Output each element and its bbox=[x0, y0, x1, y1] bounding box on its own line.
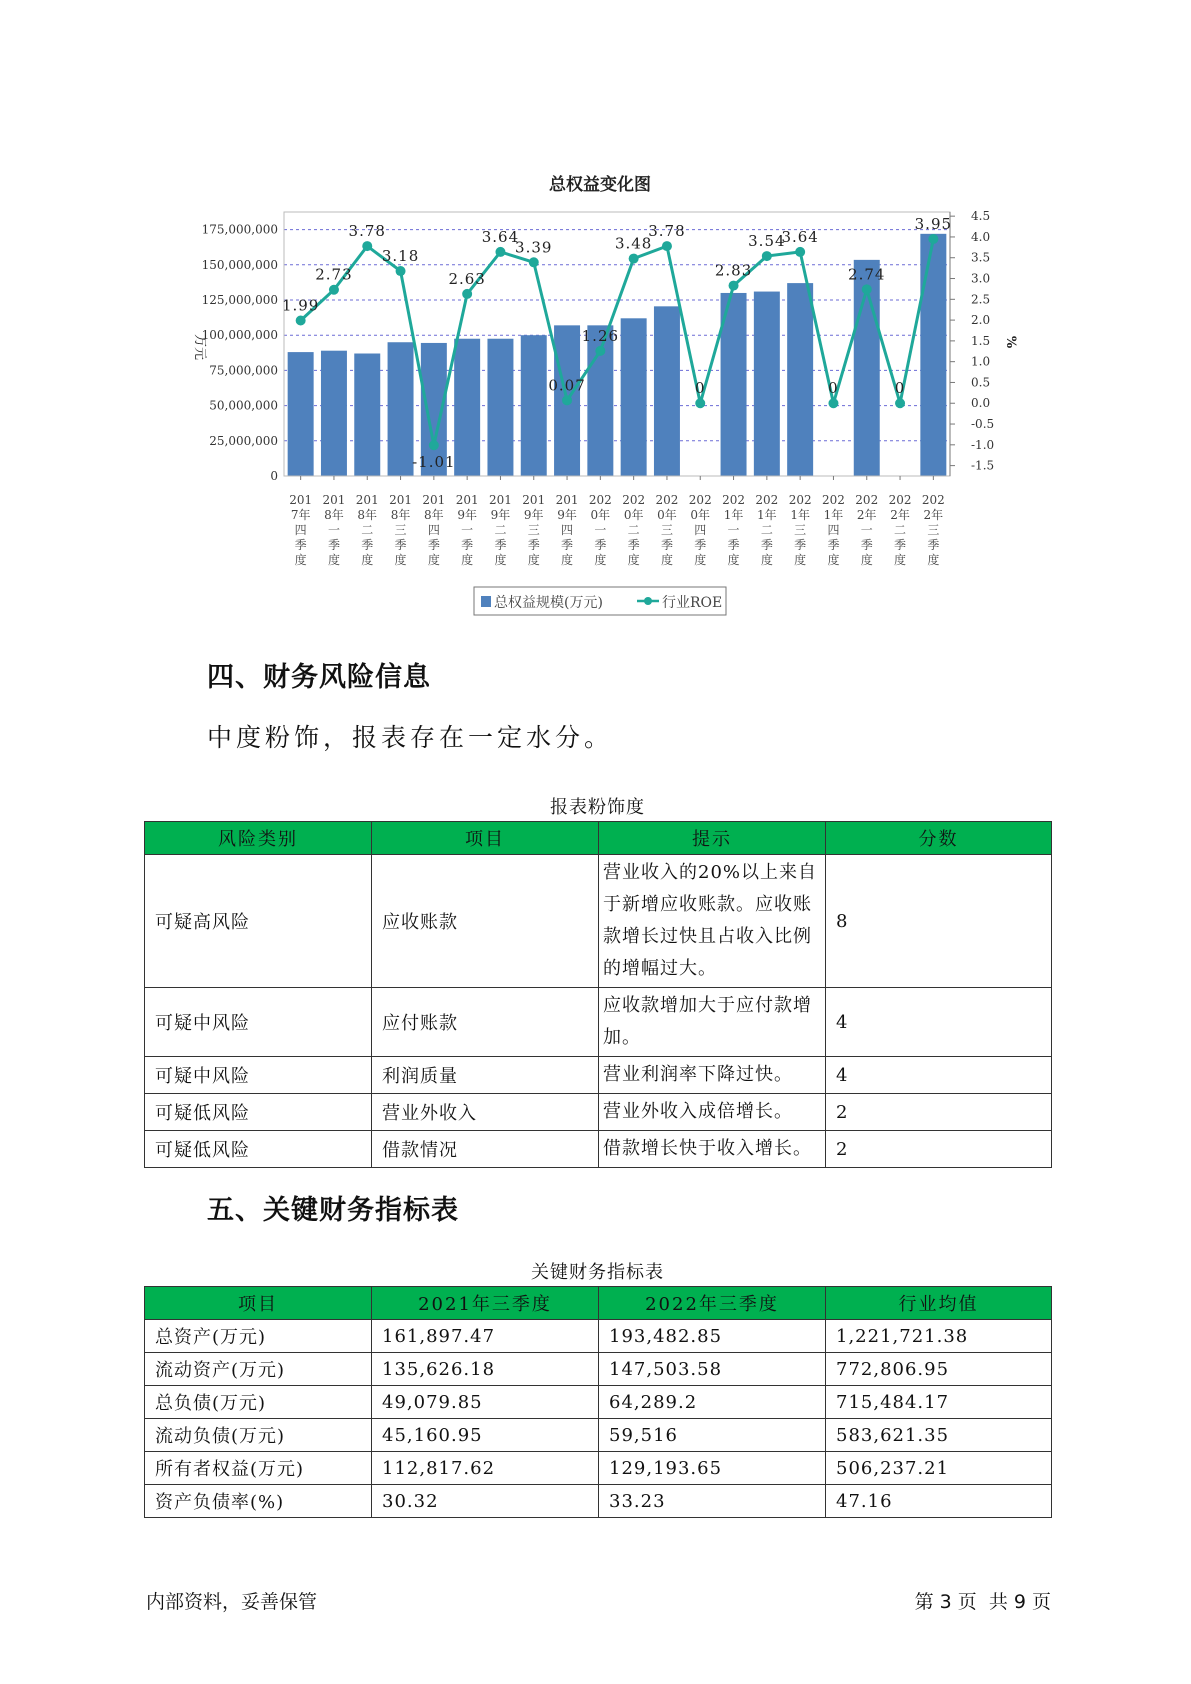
roe-point bbox=[396, 266, 406, 276]
x-tick-label: 度 bbox=[361, 553, 374, 567]
table-row bbox=[145, 1485, 1052, 1518]
x-tick-label: 度 bbox=[427, 553, 440, 567]
indicator-name: 流动负债(万元) bbox=[145, 1419, 372, 1452]
left-tick-label: 75,000,000 bbox=[209, 363, 278, 378]
indicator-table-caption: 关键财务指标表 bbox=[531, 1262, 664, 1283]
left-tick-label: 25,000,000 bbox=[209, 433, 278, 448]
indicator-2021q3: 161,897.47 bbox=[372, 1320, 599, 1353]
risk-category: 可疑低风险 bbox=[145, 1131, 372, 1168]
risk-hint: 借款增长快于收入增长。 bbox=[599, 1131, 826, 1168]
x-tick-label: 8年 bbox=[424, 508, 444, 522]
x-tick-label: 202 bbox=[888, 493, 912, 507]
x-tick-label: 一 bbox=[860, 523, 873, 537]
right-tick-label: 3.5 bbox=[971, 250, 991, 265]
roe-data-label: 3.78 bbox=[348, 222, 386, 241]
roe-data-label: 0 bbox=[894, 379, 906, 398]
risk-score: 8 bbox=[826, 855, 1052, 988]
legend-line-label: 行业ROE bbox=[662, 595, 723, 611]
x-tick-label: 202 bbox=[622, 493, 646, 507]
roe-point bbox=[895, 398, 905, 408]
x-tick-label: 201 bbox=[389, 493, 413, 507]
bar bbox=[288, 352, 314, 476]
legend-bar-label: 总权益规模(万元) bbox=[494, 595, 603, 611]
x-tick-label: 201 bbox=[422, 493, 446, 507]
header-2022q3: 2022年三季度 bbox=[599, 1287, 826, 1320]
x-tick-label: 0年 bbox=[590, 508, 611, 522]
roe-point bbox=[529, 257, 539, 267]
roe-data-label: 3.48 bbox=[614, 234, 653, 253]
x-tick-label: 季 bbox=[660, 538, 673, 552]
x-tick-label: 度 bbox=[927, 553, 940, 567]
bar bbox=[920, 234, 946, 476]
indicator-2022q3: 147,503.58 bbox=[599, 1353, 826, 1386]
risk-table bbox=[144, 821, 1052, 1168]
x-tick-label: 2年 bbox=[856, 508, 877, 522]
indicator-2022q3: 129,193.65 bbox=[599, 1452, 826, 1485]
x-tick-label: 202 bbox=[821, 493, 845, 507]
x-tick-label: 三 bbox=[394, 523, 407, 537]
roe-point bbox=[828, 398, 838, 408]
x-tick-label: 季 bbox=[594, 538, 607, 552]
risk-score: 2 bbox=[826, 1131, 1052, 1168]
right-tick-label: 4.0 bbox=[971, 229, 991, 244]
x-tick-label: 9年 bbox=[490, 508, 511, 522]
risk-hint: 营业收入的20%以上来自于新增应收账款。应收账款增长过快且占收入比例的增幅过大。 bbox=[599, 855, 826, 988]
x-tick-label: 1年 bbox=[757, 508, 777, 522]
roe-point bbox=[595, 346, 605, 356]
x-tick-label: 201 bbox=[322, 493, 346, 507]
roe-point bbox=[296, 316, 306, 326]
right-axis-label: % bbox=[1003, 335, 1018, 349]
x-tick-label: 201 bbox=[555, 493, 579, 507]
x-tick-label: 9年 bbox=[557, 508, 577, 522]
bar bbox=[388, 342, 414, 476]
right-tick-label: -1.0 bbox=[971, 437, 995, 452]
bar bbox=[321, 351, 347, 476]
left-tick-label: 150,000,000 bbox=[201, 257, 278, 272]
x-tick-label: 度 bbox=[527, 553, 540, 567]
roe-point bbox=[429, 440, 439, 450]
x-tick-label: 季 bbox=[561, 538, 574, 552]
x-tick-label: 202 bbox=[755, 493, 779, 507]
x-tick-label: 度 bbox=[294, 553, 307, 567]
x-tick-label: 季 bbox=[827, 538, 840, 552]
bar bbox=[654, 306, 680, 476]
risk-item: 应收账款 bbox=[372, 855, 599, 988]
risk-item: 利润质量 bbox=[372, 1057, 599, 1094]
x-tick-label: 四 bbox=[827, 523, 840, 537]
x-tick-label: 四 bbox=[694, 523, 707, 537]
x-tick-label: 202 bbox=[722, 493, 746, 507]
header-2021q3: 2021年三季度 bbox=[372, 1287, 599, 1320]
header-hint: 提示 bbox=[599, 822, 826, 855]
roe-point bbox=[928, 234, 938, 244]
table-row bbox=[145, 1419, 1052, 1452]
x-tick-label: 7年 bbox=[290, 508, 311, 522]
roe-data-label: 2.63 bbox=[448, 269, 486, 288]
x-tick-label: 二 bbox=[494, 523, 507, 537]
x-tick-label: 1年 bbox=[823, 508, 844, 522]
left-tick-label: 100,000,000 bbox=[201, 328, 278, 343]
header-industry-avg: 行业均值 bbox=[826, 1287, 1052, 1320]
roe-point bbox=[495, 247, 505, 257]
right-tick-label: 0.5 bbox=[971, 375, 991, 390]
x-tick-label: 季 bbox=[327, 538, 340, 552]
x-tick-label: 季 bbox=[694, 538, 707, 552]
x-tick-label: 201 bbox=[455, 493, 479, 507]
x-tick-label: 季 bbox=[627, 538, 640, 552]
x-tick-label: 1年 bbox=[723, 508, 744, 522]
x-tick-label: 8年 bbox=[357, 508, 378, 522]
x-tick-label: 201 bbox=[488, 493, 512, 507]
indicator-industry-avg: 583,621.35 bbox=[826, 1419, 1052, 1452]
indicator-name: 流动资产(万元) bbox=[145, 1353, 372, 1386]
right-tick-label: 1.5 bbox=[971, 333, 991, 348]
bar bbox=[754, 292, 780, 476]
indicator-2021q3: 49,079.85 bbox=[372, 1386, 599, 1419]
table-row bbox=[145, 1094, 1052, 1131]
bar bbox=[354, 354, 380, 476]
x-tick-label: 三 bbox=[527, 523, 540, 537]
x-tick-label: 度 bbox=[827, 553, 840, 567]
x-tick-label: 201 bbox=[522, 493, 546, 507]
roe-point bbox=[762, 251, 772, 261]
x-tick-label: 度 bbox=[594, 553, 607, 567]
indicator-table bbox=[144, 1286, 1052, 1518]
x-tick-label: 8年 bbox=[390, 508, 411, 522]
x-tick-label: 201 bbox=[289, 493, 313, 507]
x-tick-label: 季 bbox=[527, 538, 540, 552]
roe-data-label: 3.54 bbox=[748, 232, 786, 251]
x-tick-label: 202 bbox=[921, 493, 945, 507]
x-tick-label: 季 bbox=[794, 538, 807, 552]
roe-data-label: 3.64 bbox=[481, 227, 520, 246]
x-tick-label: 四 bbox=[561, 523, 574, 537]
right-tick-label: 0.0 bbox=[971, 396, 991, 411]
section-4-heading: 四、财务风险信息 bbox=[207, 662, 431, 693]
header-risk-category: 风险类别 bbox=[145, 822, 372, 855]
roe-data-label: 0.07 bbox=[548, 376, 586, 395]
roe-data-label: 2.83 bbox=[714, 261, 753, 280]
right-tick-label: 1.0 bbox=[971, 354, 991, 369]
roe-point bbox=[462, 289, 472, 299]
x-tick-label: 度 bbox=[860, 553, 873, 567]
table-row bbox=[145, 988, 1052, 1057]
indicator-name: 总资产(万元) bbox=[145, 1320, 372, 1353]
risk-score: 4 bbox=[826, 1057, 1052, 1094]
risk-item: 营业外收入 bbox=[372, 1094, 599, 1131]
roe-data-label: 3.78 bbox=[648, 222, 686, 241]
x-tick-label: 度 bbox=[627, 553, 640, 567]
x-tick-label: 季 bbox=[727, 538, 740, 552]
x-tick-label: 度 bbox=[694, 553, 707, 567]
x-tick-label: 0年 bbox=[690, 508, 711, 522]
x-tick-label: 度 bbox=[760, 553, 773, 567]
header-item: 项目 bbox=[145, 1287, 372, 1320]
x-tick-label: 季 bbox=[927, 538, 940, 552]
table-row bbox=[145, 1452, 1052, 1485]
indicator-industry-avg: 715,484.17 bbox=[826, 1386, 1052, 1419]
roe-data-label: 2.73 bbox=[315, 265, 353, 284]
x-tick-label: 202 bbox=[655, 493, 679, 507]
x-tick-label: 季 bbox=[461, 538, 474, 552]
x-tick-label: 度 bbox=[894, 553, 907, 567]
x-tick-label: 一 bbox=[327, 523, 340, 537]
roe-point bbox=[729, 281, 739, 291]
x-tick-label: 季 bbox=[427, 538, 440, 552]
x-tick-label: 一 bbox=[727, 523, 740, 537]
left-tick-label: 125,000,000 bbox=[201, 293, 278, 307]
x-tick-label: 度 bbox=[494, 553, 507, 567]
roe-point bbox=[862, 284, 872, 294]
x-tick-label: 季 bbox=[394, 538, 407, 552]
risk-hint: 应收款增加大于应付款增加。 bbox=[599, 988, 826, 1057]
x-tick-label: 一 bbox=[461, 523, 474, 537]
indicator-2022q3: 59,516 bbox=[599, 1419, 826, 1452]
roe-data-label: 3.18 bbox=[381, 247, 420, 266]
section-4-paragraph: 中度粉饰，报表存在一定水分。 bbox=[207, 723, 614, 752]
x-tick-label: 三 bbox=[927, 523, 940, 537]
x-tick-label: 三 bbox=[794, 523, 807, 537]
roe-point bbox=[629, 254, 639, 264]
right-tick-label: -0.5 bbox=[971, 417, 995, 432]
roe-data-label: 1.26 bbox=[581, 326, 620, 345]
legend-line-marker bbox=[644, 597, 652, 605]
x-tick-label: 二 bbox=[627, 523, 640, 537]
roe-point bbox=[795, 247, 805, 257]
x-tick-label: 季 bbox=[760, 538, 773, 552]
header-item: 项目 bbox=[372, 822, 599, 855]
table-row bbox=[145, 1320, 1052, 1353]
indicator-industry-avg: 772,806.95 bbox=[826, 1353, 1052, 1386]
chart-title: 总权益变化图 bbox=[549, 175, 651, 195]
indicator-table-header bbox=[145, 1287, 1052, 1320]
roe-data-label: 2.74 bbox=[848, 265, 886, 284]
indicator-2022q3: 193,482.85 bbox=[599, 1320, 826, 1353]
x-tick-label: 201 bbox=[355, 493, 379, 507]
indicator-industry-avg: 1,221,721.38 bbox=[826, 1320, 1052, 1353]
risk-table-caption: 报表粉饰度 bbox=[550, 797, 645, 818]
x-tick-label: 一 bbox=[594, 523, 607, 537]
x-tick-label: 202 bbox=[788, 493, 812, 507]
x-tick-label: 二 bbox=[894, 523, 907, 537]
risk-score: 4 bbox=[826, 988, 1052, 1057]
roe-data-label: 3.64 bbox=[781, 227, 819, 246]
x-tick-label: 季 bbox=[494, 538, 507, 552]
indicator-2022q3: 33.23 bbox=[599, 1485, 826, 1518]
x-tick-label: 度 bbox=[794, 553, 807, 567]
bar bbox=[621, 318, 647, 476]
left-axis-label: 万元 bbox=[192, 333, 207, 361]
x-tick-label: 0年 bbox=[657, 508, 677, 522]
x-tick-label: 四 bbox=[294, 523, 307, 537]
x-tick-label: 二 bbox=[361, 523, 374, 537]
x-tick-label: 度 bbox=[394, 553, 407, 567]
footer-page-number: 第 3 页 共 9 页 bbox=[914, 1591, 1051, 1613]
right-tick-label: -1.5 bbox=[971, 458, 995, 473]
x-tick-label: 二 bbox=[760, 523, 773, 537]
roe-data-label: -1.01 bbox=[412, 453, 456, 472]
x-tick-label: 202 bbox=[855, 493, 879, 507]
x-tick-label: 9年 bbox=[457, 508, 477, 522]
bar bbox=[521, 335, 547, 476]
table-row bbox=[145, 1386, 1052, 1419]
bar bbox=[787, 283, 813, 476]
x-tick-label: 2年 bbox=[890, 508, 910, 522]
left-tick-label: 0 bbox=[270, 469, 278, 483]
risk-item: 应付账款 bbox=[372, 988, 599, 1057]
risk-item: 借款情况 bbox=[372, 1131, 599, 1168]
indicator-name: 资产负债率(%) bbox=[145, 1485, 372, 1518]
indicator-industry-avg: 47.16 bbox=[826, 1485, 1052, 1518]
x-tick-label: 度 bbox=[727, 553, 740, 567]
x-tick-labels bbox=[289, 476, 945, 567]
left-tick-label: 175,000,000 bbox=[201, 222, 278, 237]
indicator-name: 总负债(万元) bbox=[145, 1386, 372, 1419]
roe-data-label: 1.99 bbox=[281, 296, 320, 315]
risk-hint: 营业外收入成倍增长。 bbox=[599, 1094, 826, 1131]
risk-category: 可疑中风险 bbox=[145, 1057, 372, 1094]
indicator-2021q3: 45,160.95 bbox=[372, 1419, 599, 1452]
x-tick-label: 2年 bbox=[923, 508, 944, 522]
x-tick-label: 季 bbox=[294, 538, 307, 552]
table-row bbox=[145, 855, 1052, 988]
indicator-2021q3: 30.32 bbox=[372, 1485, 599, 1518]
indicator-2021q3: 135,626.18 bbox=[372, 1353, 599, 1386]
table-row bbox=[145, 1057, 1052, 1094]
x-tick-label: 202 bbox=[688, 493, 712, 507]
indicator-industry-avg: 506,237.21 bbox=[826, 1452, 1052, 1485]
roe-point bbox=[662, 241, 672, 251]
bar bbox=[454, 339, 480, 476]
roe-data-label: 3.95 bbox=[914, 215, 953, 234]
roe-point bbox=[362, 241, 372, 251]
table-row bbox=[145, 1353, 1052, 1386]
right-tick-label: 2.5 bbox=[971, 292, 991, 307]
header-score: 分数 bbox=[826, 822, 1052, 855]
indicator-name: 所有者权益(万元) bbox=[145, 1452, 372, 1485]
footer-confidential-note: 内部资料，妥善保管 bbox=[146, 1591, 318, 1613]
right-tick-label: 2.0 bbox=[971, 313, 991, 328]
right-tick-label: 3.0 bbox=[971, 271, 991, 286]
roe-point bbox=[562, 395, 572, 405]
indicator-2021q3: 112,817.62 bbox=[372, 1452, 599, 1485]
x-tick-label: 季 bbox=[361, 538, 374, 552]
roe-data-label: 3.39 bbox=[515, 238, 553, 257]
table-row bbox=[145, 1131, 1052, 1168]
x-tick-label: 度 bbox=[461, 553, 474, 567]
x-tick-label: 度 bbox=[327, 553, 340, 567]
x-tick-label: 202 bbox=[588, 493, 612, 507]
equity-chart bbox=[0, 0, 1191, 640]
risk-table-header bbox=[145, 822, 1052, 855]
risk-score: 2 bbox=[826, 1094, 1052, 1131]
x-tick-label: 四 bbox=[427, 523, 440, 537]
x-tick-label: 度 bbox=[660, 553, 673, 567]
x-tick-label: 度 bbox=[561, 553, 574, 567]
legend bbox=[474, 587, 726, 615]
x-tick-label: 三 bbox=[660, 523, 673, 537]
legend-bar-swatch bbox=[481, 596, 491, 607]
x-tick-label: 9年 bbox=[523, 508, 544, 522]
roe-data-label: 0 bbox=[694, 379, 706, 398]
section-5-heading: 五、关键财务指标表 bbox=[207, 1195, 459, 1226]
roe-point bbox=[329, 285, 339, 295]
x-tick-label: 1年 bbox=[790, 508, 810, 522]
risk-hint: 营业利润率下降过快。 bbox=[599, 1057, 826, 1094]
x-tick-label: 0年 bbox=[623, 508, 644, 522]
right-tick-label: 4.5 bbox=[971, 209, 991, 224]
risk-category: 可疑低风险 bbox=[145, 1094, 372, 1131]
indicator-2022q3: 64,289.2 bbox=[599, 1386, 826, 1419]
risk-category: 可疑高风险 bbox=[145, 855, 372, 988]
x-tick-label: 季 bbox=[860, 538, 873, 552]
x-tick-label: 季 bbox=[894, 538, 907, 552]
left-tick-label: 50,000,000 bbox=[209, 398, 278, 413]
bar bbox=[487, 339, 513, 476]
roe-point bbox=[695, 398, 705, 408]
risk-category: 可疑中风险 bbox=[145, 988, 372, 1057]
x-tick-label: 8年 bbox=[324, 508, 344, 522]
roe-data-label: 0 bbox=[828, 379, 839, 398]
